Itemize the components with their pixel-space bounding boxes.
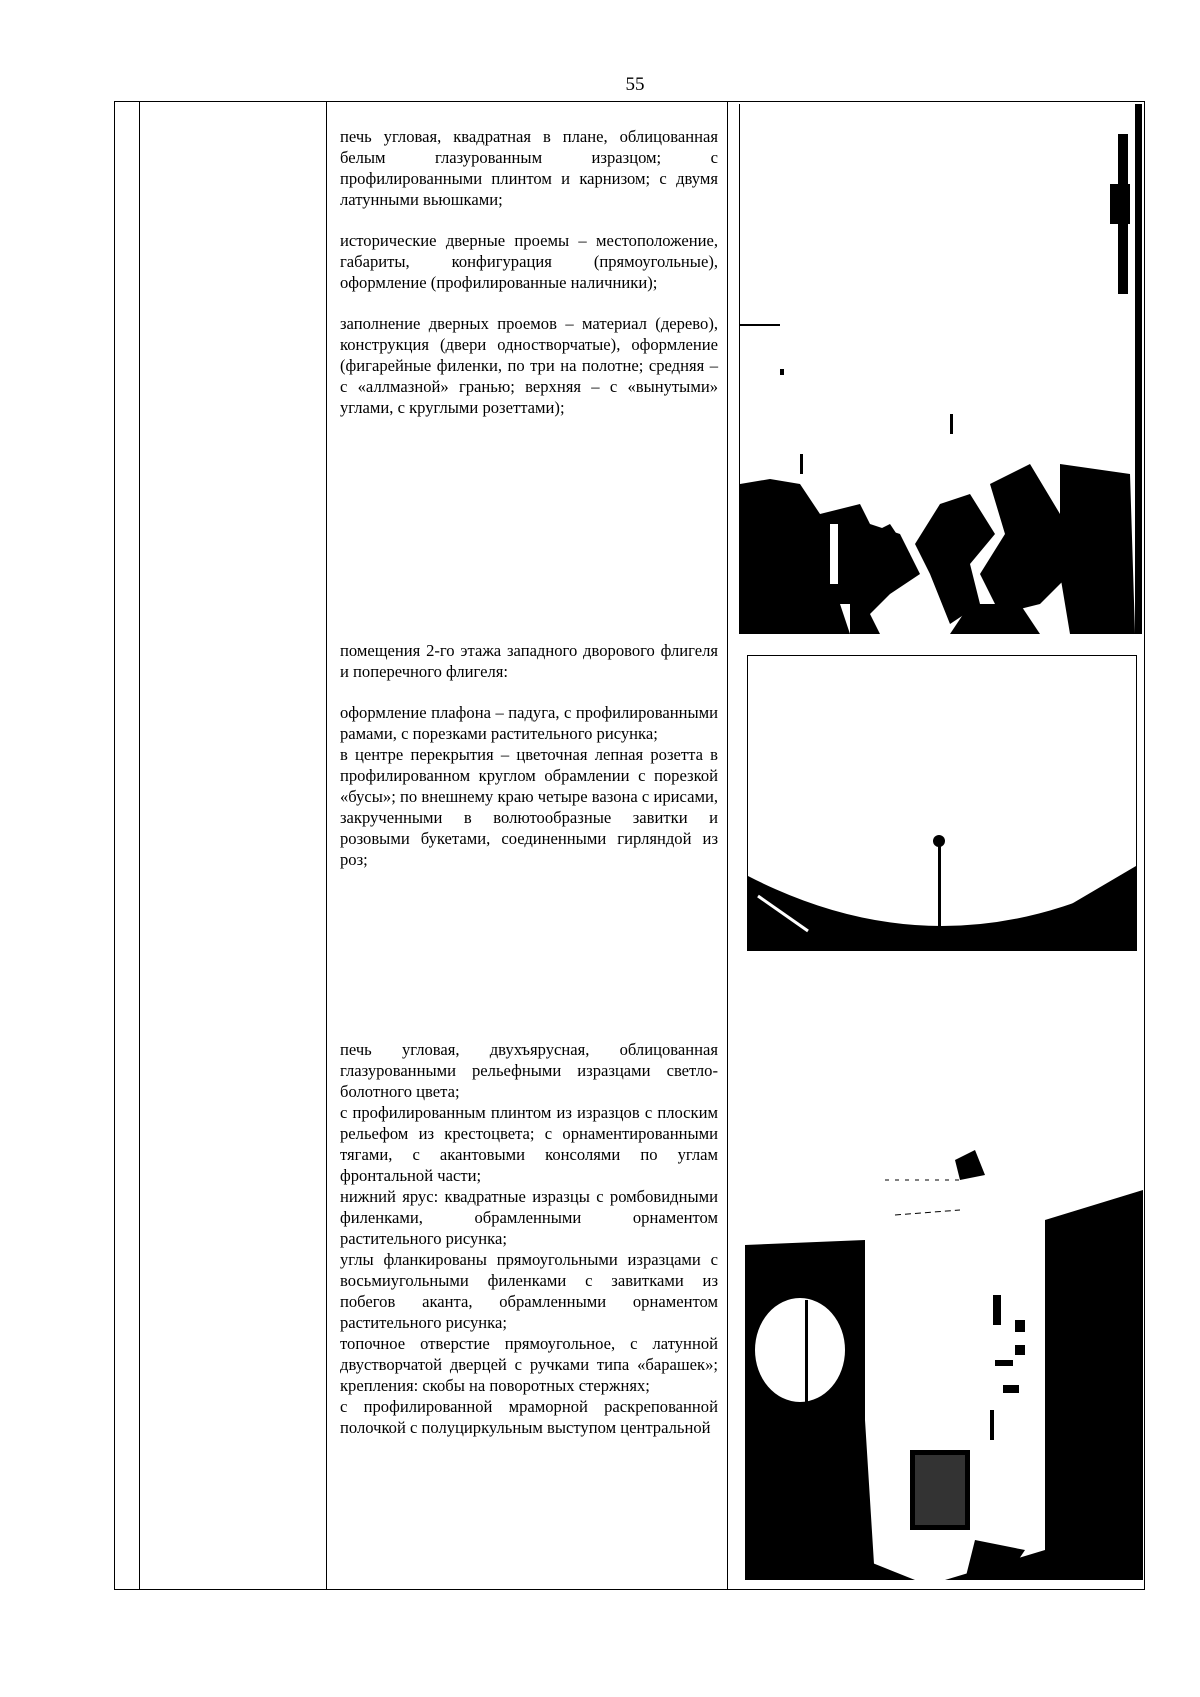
list-item: с профилированным плинтом из изразцов с плоским рельефом из крестоцвета; с орнаментированными тягами, с акантовыми консолями по углам фронтальной части; [340,1103,718,1185]
section-heading: помещения 2-го этажа западного дворового флигеля и поперечного флигеля: [340,641,718,681]
list-item: в центре перекрытия – цветочная лепная розетта в профилированном круглом обрамлении с порезкой «бусы»; по внешнему краю четыре вазона с ирисами, закрученными в волютообразные завитки и розовыми букетами, соединенными гирляндой из роз; [340,745,718,869]
column-divider-3 [727,102,728,1589]
list-item: печь угловая, двухъярусная, облицованная глазурованными рельефными изразцами светло-болотного цвета; [340,1040,718,1101]
list-item: печь угловая, квадратная в плане, облицованная белым глазурованным изразцом; с профилированными плинтом и карнизом; с двумя латунными вьюшками; [340,127,718,209]
column-divider-2 [326,102,327,1589]
list-item: топочное отверстие прямоугольное, с латунной двустворчатой дверцей с ручками типа «барашек»; крепления: скобы на поворотных стержнях; [340,1334,718,1395]
list-item: оформление плафона – падуга, с профилированными рамами, с порезками растительного рисунка; [340,703,718,743]
list-item: с профилированной мраморной раскрепованной полочкой с полуциркульным выступом центральной [340,1397,718,1437]
stove-photo [739,104,1142,634]
list-item: филенками, обрамленными орнаментом растительного рисунка; [340,1208,718,1248]
ceiling-photo [747,655,1137,951]
section2-text [340,640,718,870]
list-item: нижний ярус: квадратные изразцы с ромбовидными [340,1187,718,1206]
list-item: заполнение дверных проемов – материал (дерево), конструкция (двери одностворчатые), оформление (фигарейные филенки, по три на полотне; средняя – с «аллмазной» гранью; верхняя – с «вынутыми» углами, с круглыми розеттами); [340,314,718,417]
list-item: исторические дверные проемы – местоположение, габариты, конфигурация (прямоугольные), оформление (профилированные наличники); [340,231,718,292]
page-number: 55 [625,74,645,95]
section3-text [340,1039,718,1438]
list-item: углы фланкированы прямоугольными изразцами с восьмиугольными филенками с завитками из побегов аканта, обрамленными орнаментом растительного рисунка; [340,1250,718,1332]
column-divider-1 [139,102,140,1589]
tiled-stove-photo [745,1120,1143,1580]
section1-text [340,126,718,418]
